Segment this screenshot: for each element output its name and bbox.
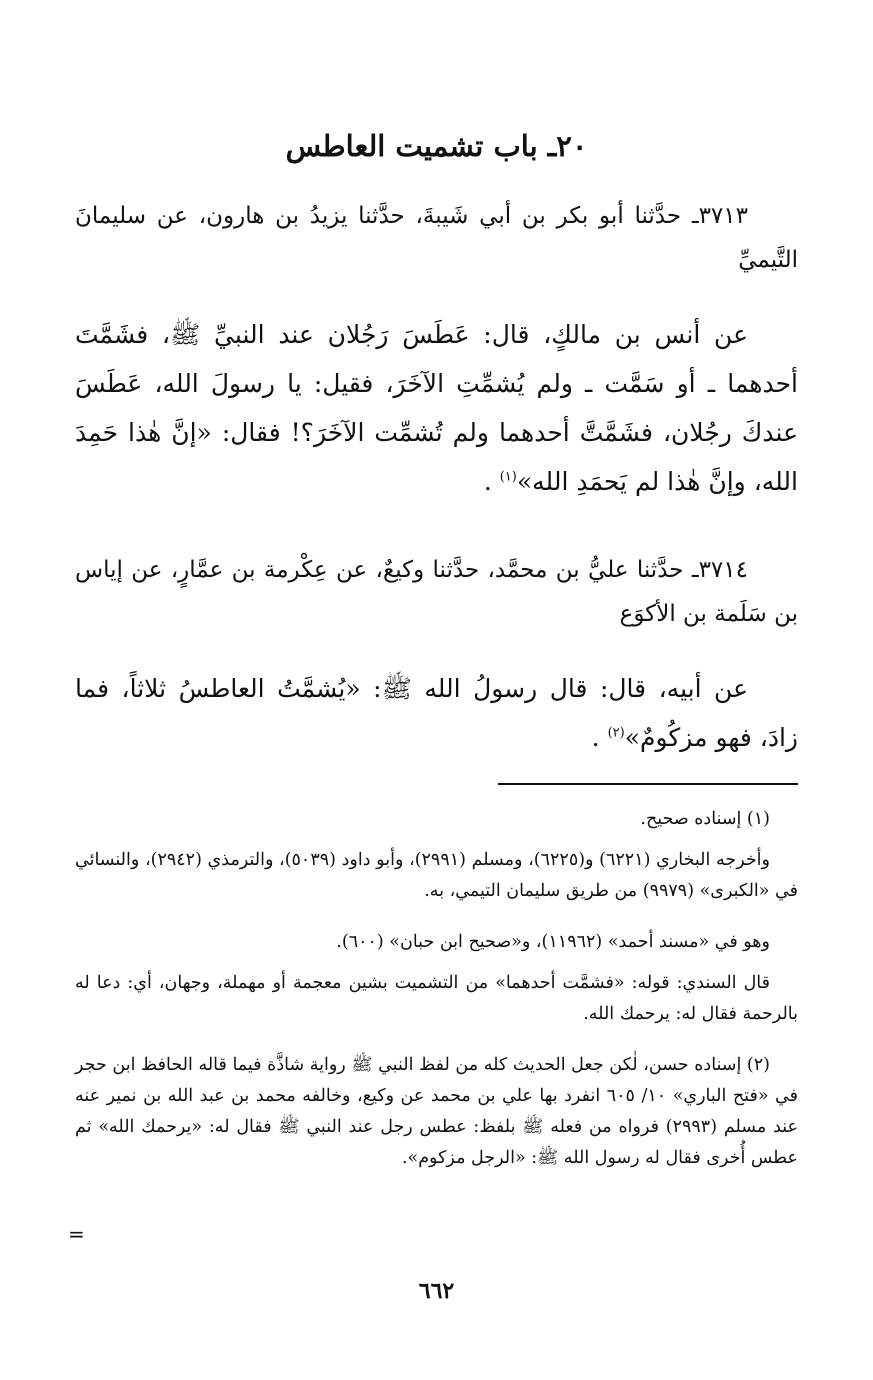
footnote-1-sindi: قال السندي: قوله: «فشمَّت أحدهما» من التشميت بشين معجمة أو مهملة، وجهان، أي: دعا له بالرحمة فقال له: يرحمك الله. <box>75 973 798 1024</box>
footnote-1-takhrij: وأخرجه البخاري (٦٢٢١) و(٦٢٢٥)، ومسلم (٢٩٩١)، وأبو داود (٥٠٣٩)، والترمذي (٢٩٤٢)، والنسائي في «الكبرى» (٩٩٧٩) من طريق سليمان التيمي، به. <box>75 850 798 901</box>
book-page <box>75 0 798 1380</box>
hadith-3714-matn: عن أبيه، قال: قال رسولُ الله ﷺ: «يُشمَّتُ العاطسُ ثلاثاً، فما زادَ، فهو مزكُومٌ»$^{(٢)}$ . <box>75 674 798 752</box>
chapter-title: ٢٠ـ باب تشميت العاطس <box>285 129 588 163</box>
footnote-ref-2[interactable]: (٢) <box>607 725 625 741</box>
hadith-3714-sanad: ٣٧١٤ـ حدَّثنا عليُّ بن محمَّد، حدَّثنا وكيعٌ، عن عِكْرمة بن عمَّارٍ، عن إياس بن سَلَمة بن الأكوَع <box>75 557 798 627</box>
hadith-3713-sanad: ٣٧١٣ـ حدَّثنا أبو بكر بن أبي شَيبةَ، حدَّثنا يزيدُ بن هارون، عن سليمانَ التَّيميِّ <box>75 203 798 273</box>
footnote-ref-1[interactable]: (١) <box>499 469 517 485</box>
footnote-2: (٢) إسناده حسن، لٰكن جعل الحديث كله من لفظ النبي ﷺ رواية شاذَّة فيما قاله الحافظ ابن حجر في «فتح الباري» ١٠/ ٦٠٥ انفرد بها علي بن محمد عن وكيع، وخالفه محمد بن عبد الله بن نمير عنه عند مسلم (٢٩٩٣) فرواه من فعله ﷺ بلفظ: عطس رجل عند النبي ﷺ فقال له: «يرحمك الله» ثم عطس أُخرى فقال له رسول الله ﷺ: «الرجل مزكوم». <box>75 1055 798 1168</box>
continuation-mark: = <box>68 1222 85 1246</box>
footnote-1-heading: (١) إسناده صحيح. <box>640 809 770 829</box>
footnote-1-musnad: وهو في «مسند أحمد» (١١٩٦٢)، و«صحيح ابن حبان» (٦٠٠). <box>336 932 770 952</box>
footnote-divider <box>498 783 798 785</box>
hadith-3713-matn: عن أنس بن مالكٍ، قال: عَطَسَ رَجُلان عند النبيِّ ﷺ، فشَمَّتَ أحدهما ـ أو سَمَّت ـ ولم يُشمِّتِ الآخَرَ، فقيل: يا رسولَ الله، عَطَسَ عندكَ رجُلان، فشَمَّتَّ أحدهما ولم تُشمِّت الآخَرَ؟! فقال: «إنَّ هٰذا حَمِدَ الله، وإنَّ هٰذا لم يَحمَدِ الله»$^{(١)}$ . <box>75 320 798 496</box>
page-number: ٦٦٢ <box>418 1278 455 1304</box>
